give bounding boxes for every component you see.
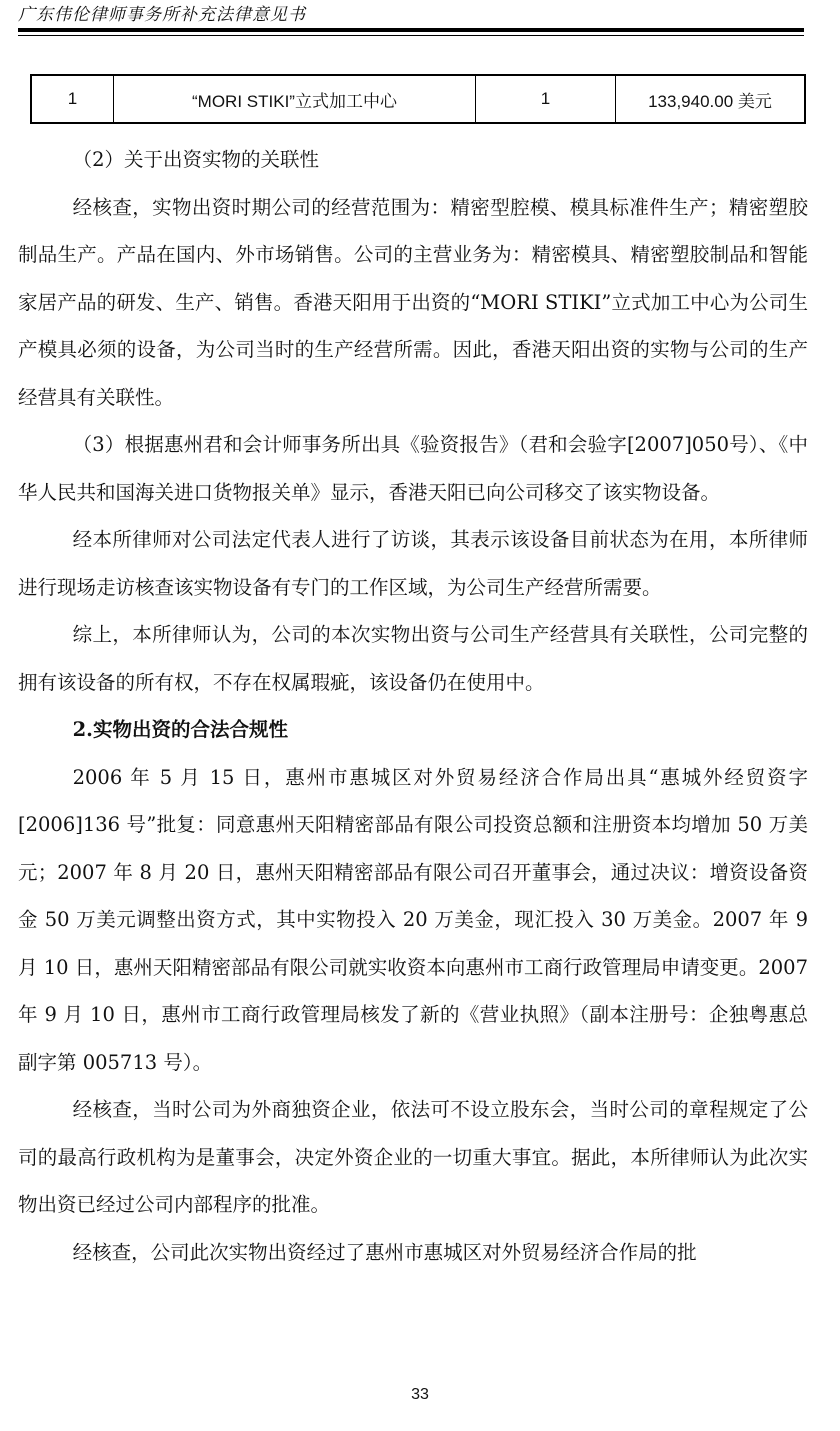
page-number: 33	[411, 1386, 429, 1403]
table-cell-no: 1	[32, 76, 114, 122]
header-rule-thin	[18, 35, 804, 36]
table-cell-name: “MORI STIKI”立式加工中心	[114, 76, 476, 122]
section-heading-relevance: （2）关于出资实物的关联性	[72, 148, 320, 171]
paragraph: 经本所律师对公司法定代表人进行了访谈，其表示该设备目前状态为在用，本所律师进行现场走访核查该实物设备有专门的工作区域，为公司生产经营所需要。	[18, 528, 808, 599]
paragraph: 经核查，实物出资时期公司的经营范围为：精密型腔模、模具标准件生产；精密塑胶制品生产。产品在国内、外市场销售。公司的主营业务为：精密模具、精密塑胶制品和智能家居产品的研发、生产、销售。香港天阳用于出资的“MORI STIKI”立式加工中心为公司生产模具必须的设备，为公司当时的生产经营所需。因此，香港天阳出资的实物与公司的生产经营具有关联性。	[18, 195, 808, 409]
table-cell-amount: 133,940.00 美元	[648, 91, 772, 111]
document-header	[18, 4, 804, 26]
paragraph: 综上，本所律师认为，公司的本次实物出资与公司生产经营具有关联性，公司完整的拥有该设备的所有权，不存在权属瑕疵，该设备仍在使用中。	[18, 623, 808, 694]
paragraph: 经核查，公司此次实物出资经过了惠州市惠城区对外贸易经济合作局的批	[72, 1240, 697, 1264]
header-rule-thick	[18, 28, 804, 32]
table-cell-qty: 1	[476, 76, 616, 122]
section-heading-legality: 2.实物出资的合法合规性	[72, 718, 288, 741]
paragraph: （3）根据惠州君和会计师事务所出具《验资报告》（君和会验字[2007]050号）、《中华人民共和国海关进口货物报关单》显示，香港天阳已向公司移交了该实物设备。	[18, 433, 808, 504]
document-body	[18, 136, 808, 1276]
header-title: 广东伟伦律师事务所补充法律意见书	[18, 5, 306, 25]
paragraph: 2006 年 5 月 15 日，惠州市惠城区对外贸易经济合作局出具“惠城外经贸资字[2006]136 号”批复：同意惠州天阳精密部品有限公司投资总额和注册资本均增加 50 万美元；2007 年 8 月 20 日，惠州天阳精密部品有限公司召开董事会，通过决议：增资设备资金 50 万美元调整出资方式，其中实物投入 20 万美金，现汇投入 30 万美金。2007 年 9 月 10 日，惠州天阳精密部品有限公司就实收资本向惠州市工商行政管理局申请变更。2007 年 9 月 10 日，惠州市工商行政管理局核发了新的《营业执照》（副本注册号：企独粤惠总副字第 005713 号）。	[18, 765, 808, 1074]
equipment-table	[30, 74, 806, 124]
paragraph: 经核查，当时公司为外商独资企业，依法可不设立股东会，当时公司的章程规定了公司的最高行政机构为是董事会，决定外资企业的一切重大事宜。据此，本所律师认为此次实物出资已经过公司内部程序的批准。	[18, 1098, 808, 1216]
